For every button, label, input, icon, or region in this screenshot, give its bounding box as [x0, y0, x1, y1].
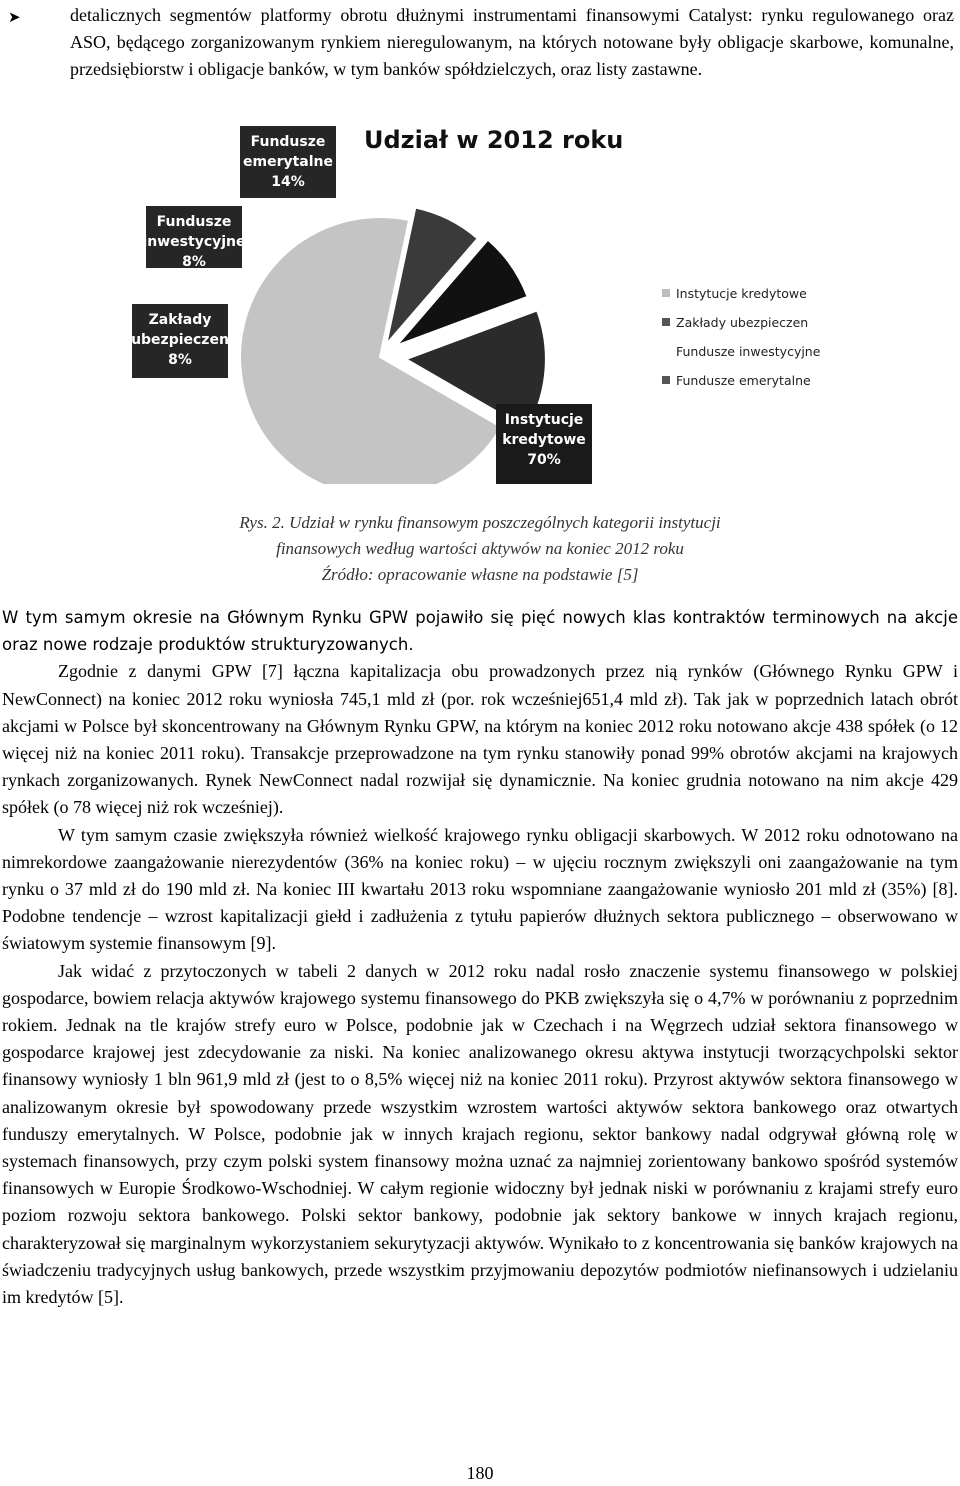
slice-label-text: kredytowe [502, 432, 586, 448]
caption-line-2: finansowych według wartości aktywów na koniec 2012 roku [276, 539, 684, 558]
legend-label: Instytucje kredytowe [676, 286, 807, 301]
slice-label-text: inwestycyjne [142, 234, 246, 250]
paragraph: W tym samym czasie zwiększyła również wielkość krajowego rynku obligacji skarbowych. W 2012 roku odnotowano na nimrekordowe zaangażowanie nierezydentów (36% na koniec roku) – w ujęciu rocznym zwiększyli oni zaangażowanie na tym rynku o 37 mld zł do 190 mld zł. Na koniec III kwartału 2013 roku wspomniane zaangażowanie wyniosło 201 mld zł (35%) [8]. Podobne tendencje – wzrost kapitalizacji giełd i zadłużenia z tytułu papierów dłużnych sektora publicznego – obserwowano w światowym systemie finansowym [9]. [2, 824, 958, 954]
slice-label-text: ubezpieczen [131, 332, 229, 348]
legend-label: Zakłady ubezpieczen [676, 315, 809, 330]
slice-label-text: Fundusze [250, 134, 326, 150]
slice-label-text: 8% [168, 352, 192, 368]
slice-label-text: Zakłady [148, 312, 212, 328]
body-text [2, 604, 958, 1311]
chart-title: Udział w 2012 roku [364, 126, 624, 154]
legend-swatch [662, 318, 670, 326]
legend-swatch [662, 347, 670, 355]
arrow-bullet-icon: ➤ [8, 10, 21, 26]
slice-label-text: 8% [182, 254, 206, 270]
slice-label-text: Instytucje [504, 412, 584, 428]
slice-label-text: 70% [527, 452, 561, 468]
page-number: 180 [466, 1463, 494, 1483]
slice-label-text: Fundusze [156, 214, 232, 230]
paragraph: Jak widać z przytoczonych w tabeli 2 danych w 2012 roku nadal rosło znaczenie systemu finansowego w polskiej gospodarce, bowiem relacja aktywów krajowego systemu finansowego do PKB zwiększyła się o 4,7% w porównaniu z poprzednim rokiem. Jednak na tle krajów strefy euro w Polsce, podobnie jak w Czechach i na Węgrzech udział sektora finansowego w gospodarce krajowej jest zdecydowanie za niski. Na koniec analizowanego okresu aktywa instytucji tworzącychpolski sektor finansowy wyniosły 1 bln 961,9 mld zł (jest to o 8,5% więcej niż na koniec 2011 roku). Przyrost aktywów sektora finansowego w analizowanym okresie był spowodowany przede wszystkim wzrostem wartości aktywów sektora bankowego oraz otwartych funduszy emerytalnych. W Polsce, podobnie jak w innych krajach regionu, sektor bankowy nadal odgrywał główną rolę w systemach finansowych, przy czym polski system finansowy można uznać za najmniej zorientowany bankowo spośród systemów finansowych w Europie Środkowo-Wschodniej. W całym regionie widoczny był jednak niski w porównaniu z krajami strefy euro poziom rozwoju sektora bankowego. Polski sektor bankowy, podobnie jak sektory bankowe w innych krajach regionu, charakteryzował się marginalnym wykorzystaniem sekurytyzacji aktywów. Wynikało to z koncentrowania się banków krajowych na świadczeniu tradycyjnych usług bankowych, przede wszystkim przyjmowaniu depozytów podmiotów niefinansowych i udzielaniu im kredytów [5]. [2, 960, 958, 1308]
paragraph: Zgodnie z danymi GPW [7] łączna kapitalizacja obu prowadzonych przez nią rynków (Głównego Rynku GPW i NewConnect) na koniec 2012 roku wyniosła 745,1 mld zł (por. rok wcześniej651,4 mld zł). Tak jak w poprzednich latach obrót akcjami w Polsce był skoncentrowany na Głównym Rynku GPW, na którym na koniec 2012 roku notowano akcje 438 spółek (o 12 więcej niż na koniec 2011 roku). Transakcje przeprowadzone na tym rynku stanowiły ponad 99% obrotów akcjami na krajowych rynkach zorganizowanych. Rynek NewConnect nadal rozwijał się dynamicznie. Na koniec grudnia notowano na nim akcje 429 spółek (o 78 więcej niż rok wcześniej). [2, 661, 958, 818]
slice-label-text: 14% [271, 174, 305, 190]
figure-caption [0, 510, 960, 588]
paragraph: W tym samym okresie na Głównym Rynku GPW pojawiło się pięć nowych klas kontraktów terminowych na akcje oraz nowe rodzaje produktów strukturyzowanych. [2, 608, 958, 655]
pie-chart-figure [128, 122, 828, 484]
slice-label-text: emerytalne [242, 154, 334, 170]
legend-label: Fundusze inwestycyjne [676, 344, 821, 359]
bullet-item [4, 2, 954, 83]
pie-chart [128, 122, 828, 484]
legend-swatch [662, 376, 670, 384]
legend-label: Fundusze emerytalne [676, 373, 811, 388]
caption-source: Źródło: opracowanie własne na podstawie [5] [321, 565, 639, 584]
bullet-text: detalicznych segmentów platformy obrotu dłużnymi instrumentami finansowymi Catalyst: rynku regulowanego oraz ASO, będącego zorganizowanym rynkiem nieregulowanym, na których notowane były obligacje skarbowe, komunalne, przedsiębiorstw i obligacje banków, w tym banków spółdzielczych, oraz listy zastawne. [70, 5, 954, 79]
caption-line-1: Rys. 2. Udział w rynku finansowym poszczególnych kategorii instytucji [239, 513, 721, 532]
legend-swatch [662, 289, 670, 297]
